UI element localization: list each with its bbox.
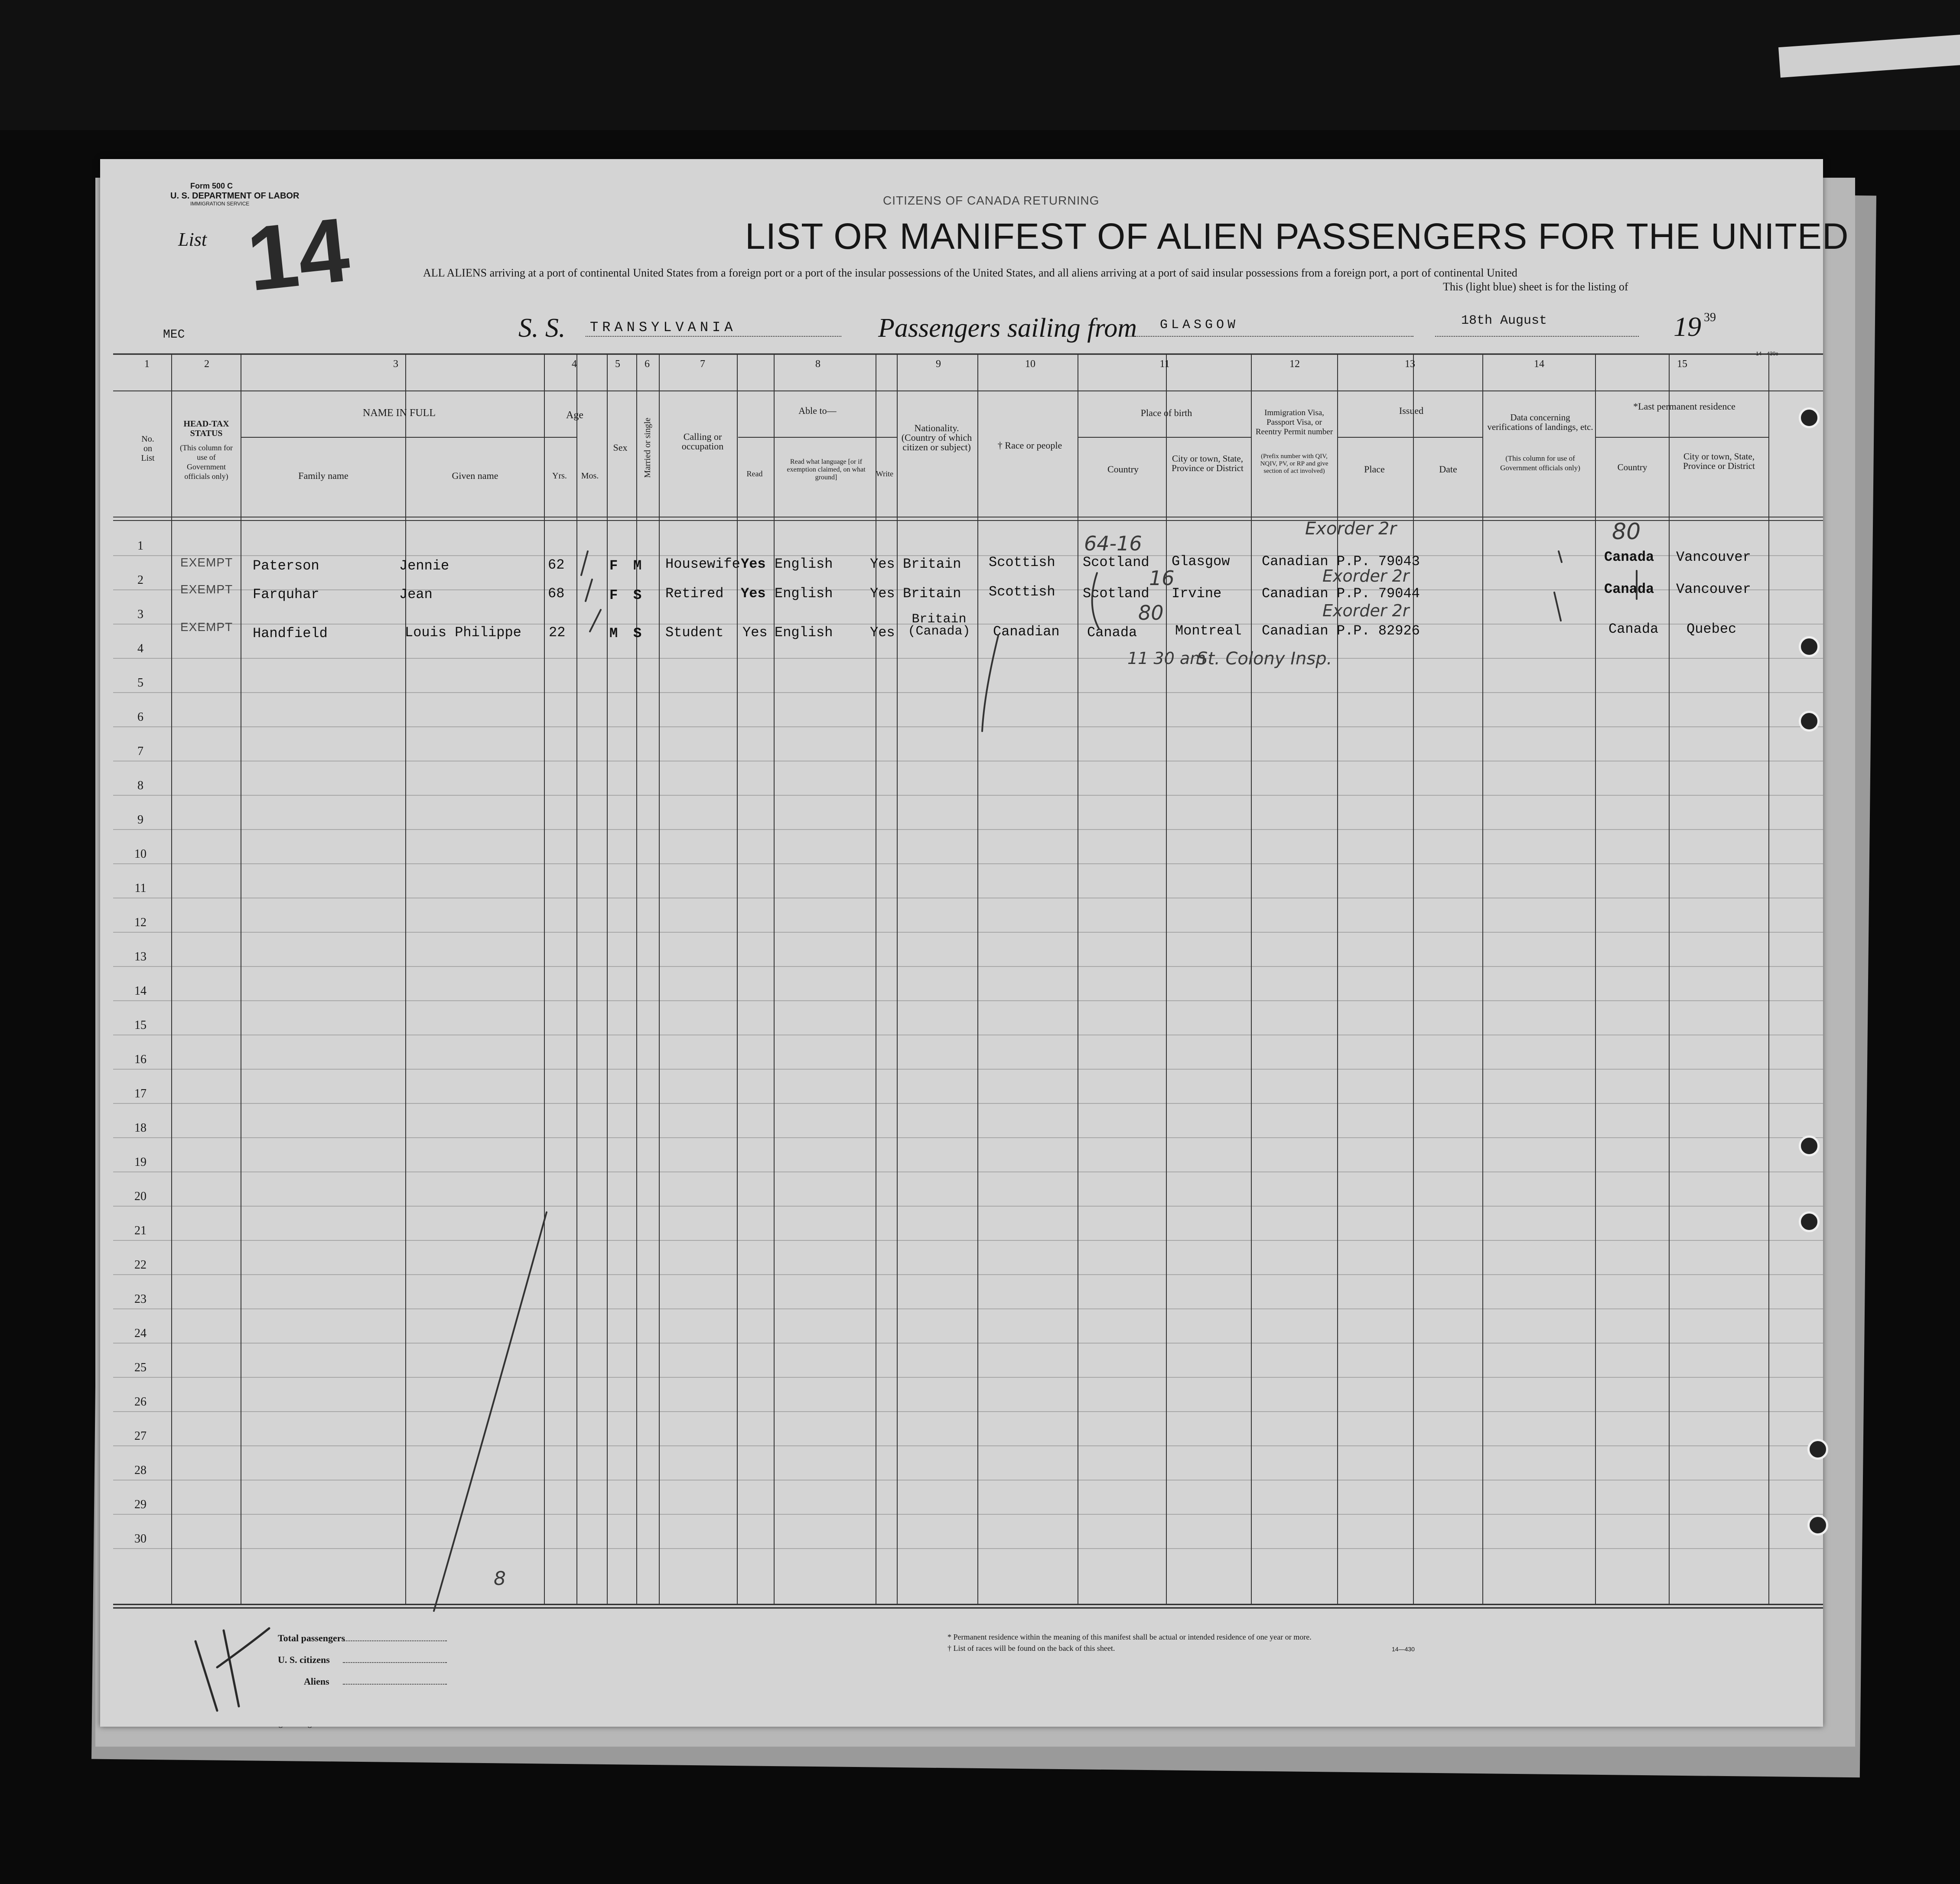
row-number: 6 bbox=[137, 710, 143, 724]
port-name: GLASGOW bbox=[1160, 318, 1239, 332]
header-head-tax-note: (This column for use of Government officials only) bbox=[180, 443, 233, 481]
can-read: Yes bbox=[742, 625, 768, 641]
birth-country: Scotland bbox=[1083, 554, 1149, 570]
form-code: 14—430c bbox=[1756, 351, 1778, 357]
page-title: LIST OR MANIFEST OF ALIEN PASSENGERS FOR THE UNITED bbox=[745, 216, 1849, 257]
service: IMMIGRATION SERVICE bbox=[190, 201, 250, 207]
row-number: 30 bbox=[134, 1532, 147, 1546]
handwritten-note: 16 bbox=[1149, 566, 1175, 590]
nationality: Britain bbox=[903, 556, 961, 572]
binder-hole bbox=[1807, 1439, 1828, 1460]
aliens-line bbox=[343, 1684, 447, 1685]
diagonal-stroke bbox=[434, 1212, 547, 1611]
row-number: 17 bbox=[134, 1087, 147, 1100]
header-read-language: Read what language [or if exemption claimed, on what ground] bbox=[787, 458, 866, 481]
handwritten-note: Exorder 2r bbox=[1305, 519, 1397, 539]
row-number: 29 bbox=[134, 1498, 147, 1511]
row-number: 15 bbox=[134, 1018, 147, 1032]
tick-mark bbox=[1554, 592, 1561, 621]
can-write: Yes bbox=[870, 625, 895, 641]
read-language: English bbox=[775, 625, 833, 641]
row-number: 25 bbox=[134, 1361, 147, 1374]
column-number: 5 bbox=[615, 358, 620, 370]
row-number: 20 bbox=[134, 1190, 147, 1203]
header-last-residence: *Last permanent residence bbox=[1633, 401, 1735, 412]
header-place-of-birth: Place of birth bbox=[1140, 407, 1192, 418]
row-number: 14 bbox=[134, 984, 147, 998]
marital-status: S bbox=[633, 587, 642, 603]
total-passengers-label: Total passengers bbox=[278, 1633, 345, 1643]
marital-status: S bbox=[633, 625, 642, 641]
row-number: 1 bbox=[137, 539, 143, 553]
binder-hole bbox=[1799, 1211, 1820, 1232]
ship-name: TRANSYLVANIA bbox=[590, 319, 737, 335]
form-code: 14—430 bbox=[1392, 1646, 1415, 1653]
birth-country: Scotland bbox=[1083, 586, 1149, 602]
row-number: 24 bbox=[134, 1327, 147, 1340]
family-name: Farquhar bbox=[253, 586, 319, 602]
header-read: Read bbox=[746, 469, 763, 478]
us-citizens-label: U. S. citizens bbox=[278, 1654, 330, 1665]
head-tax-status: EXEMPT bbox=[180, 620, 233, 634]
age-years: 62 bbox=[548, 557, 565, 573]
binder-hole bbox=[1799, 711, 1820, 732]
column-number: 10 bbox=[1025, 358, 1035, 370]
given-name: Jean bbox=[399, 586, 433, 602]
row-number: 18 bbox=[134, 1121, 147, 1135]
list-label: List bbox=[178, 229, 207, 250]
column-number: 4 bbox=[572, 358, 577, 370]
visa-number: Canadian P.P. 82926 bbox=[1262, 623, 1420, 639]
header-visa: Immigration Visa, Passport Visa, or Reentry Permit number bbox=[1255, 408, 1333, 436]
birth-country: Canada bbox=[1087, 625, 1137, 641]
row-number: 5 bbox=[137, 676, 143, 690]
column-number: 12 bbox=[1289, 358, 1300, 370]
head-tax-status: EXEMPT bbox=[180, 582, 233, 596]
status-stamp: CITIZENS OF CANADA RETURNING bbox=[883, 194, 1100, 207]
header-age: Age bbox=[566, 410, 583, 421]
read-language: English bbox=[775, 556, 833, 572]
aliens-label: Aliens bbox=[304, 1676, 329, 1687]
tally-mark bbox=[224, 1630, 239, 1706]
handwritten-note: 80 bbox=[1612, 519, 1641, 545]
visa-number: Canadian P.P. 79044 bbox=[1262, 586, 1420, 602]
age-years: 68 bbox=[548, 586, 565, 602]
footnote-residence: * Permanent residence within the meaning of this manifest shall be actual or intended residence of one year or more. bbox=[947, 1633, 1312, 1641]
residence-country: Canada bbox=[1608, 621, 1659, 637]
header-given-name: Given name bbox=[452, 470, 498, 481]
header-race: † Race or people bbox=[997, 440, 1062, 451]
sex: M bbox=[609, 625, 618, 641]
ss-label: S. S. bbox=[518, 313, 566, 343]
row-number: 27 bbox=[134, 1429, 147, 1443]
handwritten-note: 8 bbox=[494, 1568, 506, 1590]
tally-mark bbox=[195, 1641, 217, 1711]
residence-city: Vancouver bbox=[1676, 581, 1751, 597]
nationality: Britain bbox=[903, 586, 961, 602]
residence-city: Vancouver bbox=[1676, 549, 1751, 565]
head-tax-status: EXEMPT bbox=[180, 556, 233, 569]
footnote-races: † List of races will be found on the back of this sheet. bbox=[947, 1644, 1115, 1653]
binder-hole bbox=[1799, 407, 1820, 428]
header-nationality: Nationality. (Country of which citizen or subject) bbox=[901, 423, 972, 452]
column-number: 11 bbox=[1159, 358, 1170, 370]
list-number: 14 bbox=[242, 198, 354, 310]
tick-mark bbox=[1559, 551, 1562, 562]
header-age-mos: Mos. bbox=[581, 471, 599, 481]
handwritten-note: 80 bbox=[1138, 601, 1164, 625]
handwritten-note: Exorder 2r bbox=[1322, 566, 1410, 586]
stroke-mark bbox=[982, 636, 998, 731]
given-name: Jennie bbox=[399, 558, 449, 574]
can-read: Yes bbox=[741, 586, 766, 602]
visa-number: Canadian P.P. 79043 bbox=[1262, 553, 1420, 569]
tick-mark bbox=[581, 551, 588, 575]
row-number: 10 bbox=[134, 847, 147, 861]
header-issued-date: Date bbox=[1439, 464, 1457, 475]
film-border bbox=[0, 0, 1960, 130]
given-name: Louis Philippe bbox=[405, 625, 521, 641]
row-number: 2 bbox=[137, 573, 143, 587]
age-years: 22 bbox=[549, 625, 566, 641]
header-able-to: Able to— bbox=[798, 405, 837, 416]
row-number: 13 bbox=[134, 950, 147, 963]
row-number: 22 bbox=[134, 1258, 147, 1272]
row-number: 21 bbox=[134, 1224, 147, 1237]
header-residence-country: Country bbox=[1617, 462, 1647, 472]
total-passengers-line bbox=[343, 1640, 447, 1641]
department: U. S. DEPARTMENT OF LABOR bbox=[170, 191, 300, 201]
column-number: 9 bbox=[936, 358, 941, 370]
column-number: 1 bbox=[144, 358, 150, 370]
row-number: 9 bbox=[137, 813, 143, 826]
occupation: Student bbox=[665, 625, 724, 641]
header-landings: Data concerning verifications of landings, etc. bbox=[1487, 412, 1593, 432]
column-number: 2 bbox=[204, 358, 209, 370]
handwritten-signature: St. Colony Insp. bbox=[1197, 649, 1332, 669]
header-family-name: Family name bbox=[298, 470, 348, 481]
handwritten-note: 11 30 am bbox=[1127, 649, 1206, 668]
family-name: Handfield bbox=[253, 625, 328, 641]
column-number: 8 bbox=[815, 358, 820, 370]
mec-code: MEC bbox=[163, 328, 185, 342]
sex: F bbox=[609, 587, 618, 603]
read-language: English bbox=[775, 586, 833, 602]
nationality: Britain (Canada) bbox=[908, 612, 970, 639]
row-number: 4 bbox=[137, 642, 143, 655]
birth-city: Montreal bbox=[1175, 623, 1242, 639]
header-landings-note: (This column for use of Government officials only) bbox=[1500, 454, 1580, 472]
birth-city: Glasgow bbox=[1172, 553, 1230, 569]
binder-hole bbox=[1799, 1136, 1820, 1156]
header-married-single: Married or single bbox=[643, 417, 652, 478]
row-number: 19 bbox=[134, 1155, 147, 1169]
header-calling: Calling or occupation bbox=[681, 431, 724, 452]
header-age-yrs: Yrs. bbox=[552, 471, 567, 481]
sailing-label: Passengers sailing from bbox=[878, 313, 1137, 343]
can-read: Yes bbox=[741, 556, 766, 572]
header-birth-city: City or town, State, Province or District bbox=[1172, 453, 1244, 473]
header-visa-note: (Prefix number with QIV, NQIV, PV, or RP and give section of act involved) bbox=[1260, 453, 1328, 475]
residence-country: Canada bbox=[1604, 581, 1654, 597]
race: Scottish bbox=[989, 554, 1055, 570]
header-no-on-list: No. on List bbox=[141, 434, 155, 463]
header-issued: Issued bbox=[1399, 405, 1424, 416]
residence-country: Canada bbox=[1604, 549, 1654, 565]
header-birth-country: Country bbox=[1107, 464, 1139, 475]
column-number: 14 bbox=[1534, 358, 1544, 370]
row-number: 8 bbox=[137, 779, 143, 792]
header-head-tax: HEAD-TAX STATUS bbox=[183, 419, 229, 438]
row-number: 3 bbox=[137, 608, 143, 621]
marital-status: M bbox=[633, 558, 642, 574]
header-issued-place: Place bbox=[1364, 464, 1385, 475]
year-suffix: 39 bbox=[1704, 311, 1716, 324]
tick-mark bbox=[586, 579, 592, 601]
column-number: 3 bbox=[393, 358, 398, 370]
year-prefix: 19 bbox=[1673, 311, 1701, 342]
bracket-mark bbox=[1092, 573, 1099, 629]
family-name: Paterson bbox=[253, 558, 319, 574]
can-write: Yes bbox=[870, 556, 895, 572]
column-number: 7 bbox=[700, 358, 705, 370]
occupation: Retired bbox=[665, 586, 724, 602]
row-number: 23 bbox=[134, 1292, 147, 1306]
column-number: 13 bbox=[1405, 358, 1415, 370]
column-number: 6 bbox=[645, 358, 650, 370]
row-number: 11 bbox=[134, 882, 147, 895]
header-name-in-full: NAME IN FULL bbox=[363, 407, 436, 419]
tick-mark bbox=[590, 610, 601, 631]
subtitle-line-2: This (light blue) sheet is for the listing of bbox=[1443, 280, 1628, 293]
binder-hole bbox=[1807, 1515, 1828, 1536]
sailing-date: 18th August bbox=[1461, 313, 1547, 328]
row-number: 26 bbox=[134, 1395, 147, 1409]
us-citizens-line bbox=[343, 1662, 447, 1663]
handwritten-marks bbox=[100, 159, 1823, 1727]
race: Canadian bbox=[993, 624, 1060, 640]
row-number: 28 bbox=[134, 1464, 147, 1477]
manifest-sheet bbox=[100, 159, 1849, 1727]
birth-city: Irvine bbox=[1172, 586, 1222, 602]
handwritten-note: Exorder 2r bbox=[1322, 601, 1410, 620]
header-sex: Sex bbox=[613, 442, 628, 453]
residence-city: Quebec bbox=[1687, 621, 1737, 637]
binder-hole bbox=[1799, 636, 1820, 657]
sex: F bbox=[609, 558, 618, 574]
subtitle-line-1: ALL ALIENS arriving at a port of continental United States from a foreign port or a port of the insular possessions of the United States, and all aliens arriving at a port of said insular possessions from a foreign port, a port of continental United bbox=[423, 267, 1517, 279]
row-number: 16 bbox=[134, 1053, 147, 1066]
can-write: Yes bbox=[870, 586, 895, 602]
row-number: 12 bbox=[134, 916, 147, 929]
handwritten-note: 64-16 bbox=[1084, 532, 1142, 555]
row-number: 7 bbox=[137, 745, 143, 758]
form-number: Form 500 C bbox=[190, 182, 233, 190]
occupation: Housewife bbox=[665, 556, 740, 572]
column-number: 15 bbox=[1677, 358, 1687, 370]
race: Scottish bbox=[989, 584, 1055, 600]
header-residence-city: City or town, State, Province or District bbox=[1683, 451, 1755, 471]
header-write: Write bbox=[876, 469, 894, 478]
